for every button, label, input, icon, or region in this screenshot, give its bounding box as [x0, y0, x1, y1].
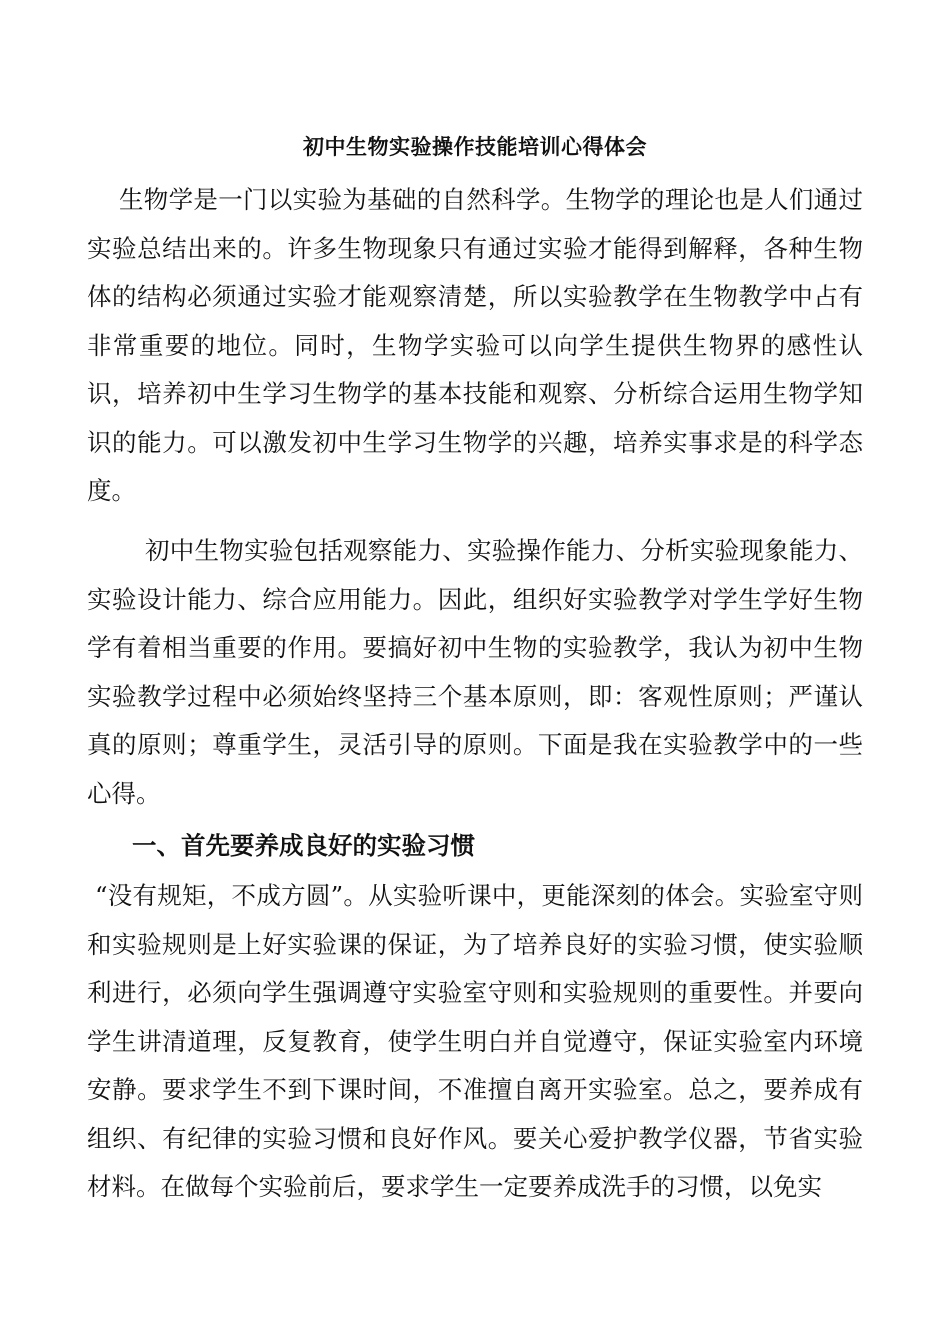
section-paragraph: “没有规矩，不成方圆”。从实验听课中，更能深刻的体会。实验室守则和实验规则是上好实验课的保证，为了培养良好的实验习惯，使实验顺利进行，必须向学生强调遵守实验室守则和实验规则的重要性。并要向学生讲清道理，反复教育，使学生明白并自觉遵守，保证实验室内环境安静。要求学生不到下课时间，不准擅自离开实验室。总之，要养成有组织、有纪律的实验习惯和良好作风。要关心爱护教学仪器，节省实验材料。在做每个实验前后，要求学生一定要养成洗手的习惯，以免实	[87, 881, 863, 1201]
section-heading: 一、首先要养成良好的实验习惯	[132, 831, 475, 860]
body-paragraph-principles: 初中生物实验包括观察能力、实验操作能力、分析实验现象能力、实验设计能力、综合应用能力。因此，组织好实验教学对学生学好生物学有着相当重要的作用。要搞好初中生物的实验教学，我认为初中生物实验教学过程中必须始终坚持三个基本原则，即：客观性原则；严谨认真的原则；尊重学生，灵活引导的原则。下面是我在实验教学中的一些心得。	[87, 536, 863, 808]
body-paragraph-intro: 生物学是一门以实验为基础的自然科学。生物学的理论也是人们通过实验总结出来的。许多生物现象只有通过实验才能得到解释，各种生物体的结构必须通过实验才能观察清楚，所以实验教学在生物教学中占有非常重要的地位。同时，生物学实验可以向学生提供生物界的感性认识，培养初中生学习生物学的基本技能和观察、分析综合运用生物学知识的能力。可以激发初中生学习生物学的兴趣，培养实事求是的科学态度。	[87, 185, 863, 505]
document-title: 初中生物实验操作技能培训心得体会	[303, 134, 647, 159]
